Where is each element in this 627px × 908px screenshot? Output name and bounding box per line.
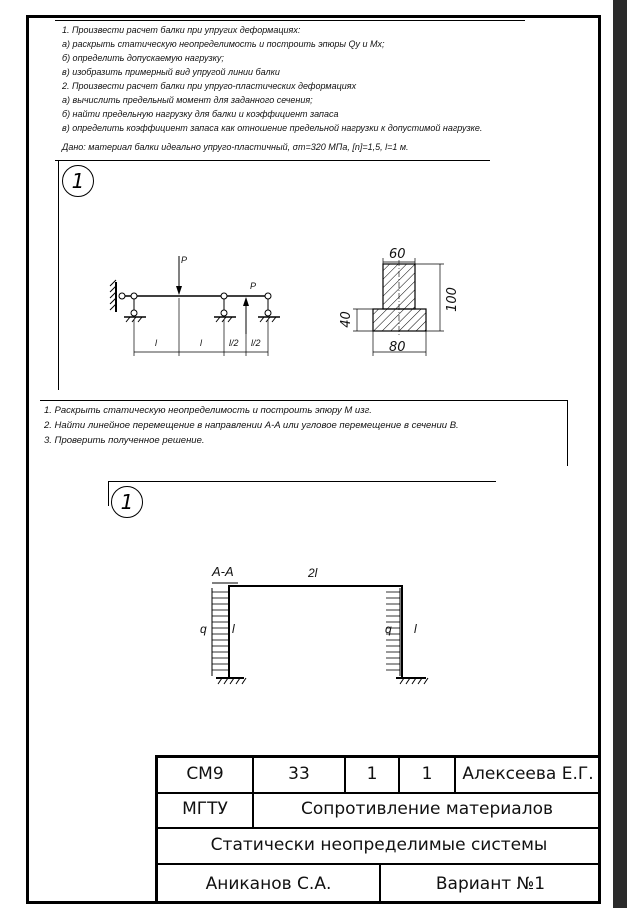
- task1-line-3: б) определить допускаемую нагрузку;: [62, 53, 224, 63]
- task1-given: Дано: материал балки идеально упруго-пластичный, σт=320 МПа, [n]=1,5, l=1 м.: [62, 142, 409, 152]
- stamp-author: Алексеева Е.Г.: [462, 764, 594, 784]
- left-length-l: l: [232, 622, 235, 636]
- stamp-teacher: Аниканов С.А.: [205, 874, 332, 894]
- task1-line-2: а) раскрыть статическую неопределимость и построить эпюры Qy и Mx;: [62, 39, 385, 49]
- stamp-number: 33: [288, 764, 310, 784]
- stamp-org: МГТУ: [182, 799, 228, 819]
- portal-frame: [229, 586, 402, 678]
- task1-line-6: а) вычислить предельный момент для заданного сечения;: [62, 95, 313, 105]
- figure1-number: 1: [62, 165, 94, 197]
- task2-line-1: 1. Раскрыть статическую неопределимость и построить эпюру M изг.: [44, 405, 372, 416]
- stamp-variant: Вариант №1: [435, 874, 546, 894]
- section-aa-label: A-A: [212, 564, 234, 579]
- right-load-q: q: [385, 622, 392, 636]
- dim-l-half-1: l/2: [229, 338, 239, 348]
- dim-l-2: l: [200, 338, 202, 348]
- task2-line-2: 2. Найти линейное перемещение в направлении A-A или угловое перемещение в сечении B.: [44, 420, 459, 431]
- right-length-l: l: [414, 622, 417, 636]
- dim-l-half-2: l/2: [251, 338, 261, 348]
- task1-line-8: в) определить коэффициент запаса как отношение предельной нагрузки к допустимой нагрузке.: [62, 123, 483, 133]
- task2-line-3: 3. Проверить полученное решение.: [44, 435, 205, 446]
- left-load-arrows: [212, 592, 228, 670]
- span-label: 2l: [308, 566, 318, 580]
- section-bottom-width: 80: [389, 340, 406, 355]
- section-flange: 40: [338, 311, 354, 328]
- task1-line-7: б) найти предельную нагрузку для балки и коэффициент запаса: [62, 109, 339, 119]
- dim-l-1: l: [155, 338, 157, 348]
- title-block: [155, 755, 600, 904]
- load-p1-label: P: [181, 255, 188, 265]
- load-p2-label: P: [250, 281, 257, 291]
- stamp-subject: Сопротивление материалов: [300, 799, 554, 819]
- task1-line-4: в) изобразить примерный вид упругой линии балки: [62, 67, 280, 77]
- task1-line-5: 2. Произвести расчет балки при упруго-пластических деформациях: [62, 81, 357, 91]
- stamp-group: СМ9: [186, 764, 224, 784]
- section-height: 100: [444, 287, 460, 312]
- stamp-cell-2: 1: [421, 764, 433, 784]
- left-load-q: q: [200, 622, 207, 636]
- stamp-topic: Статически неопределимые системы: [210, 835, 548, 855]
- stamp-cell-1: 1: [366, 764, 378, 784]
- task1-line-1: 1. Произвести расчет балки при упругих деформациях:: [62, 25, 301, 35]
- section-top-width: 60: [389, 247, 406, 262]
- figure2-number: 1: [111, 486, 143, 518]
